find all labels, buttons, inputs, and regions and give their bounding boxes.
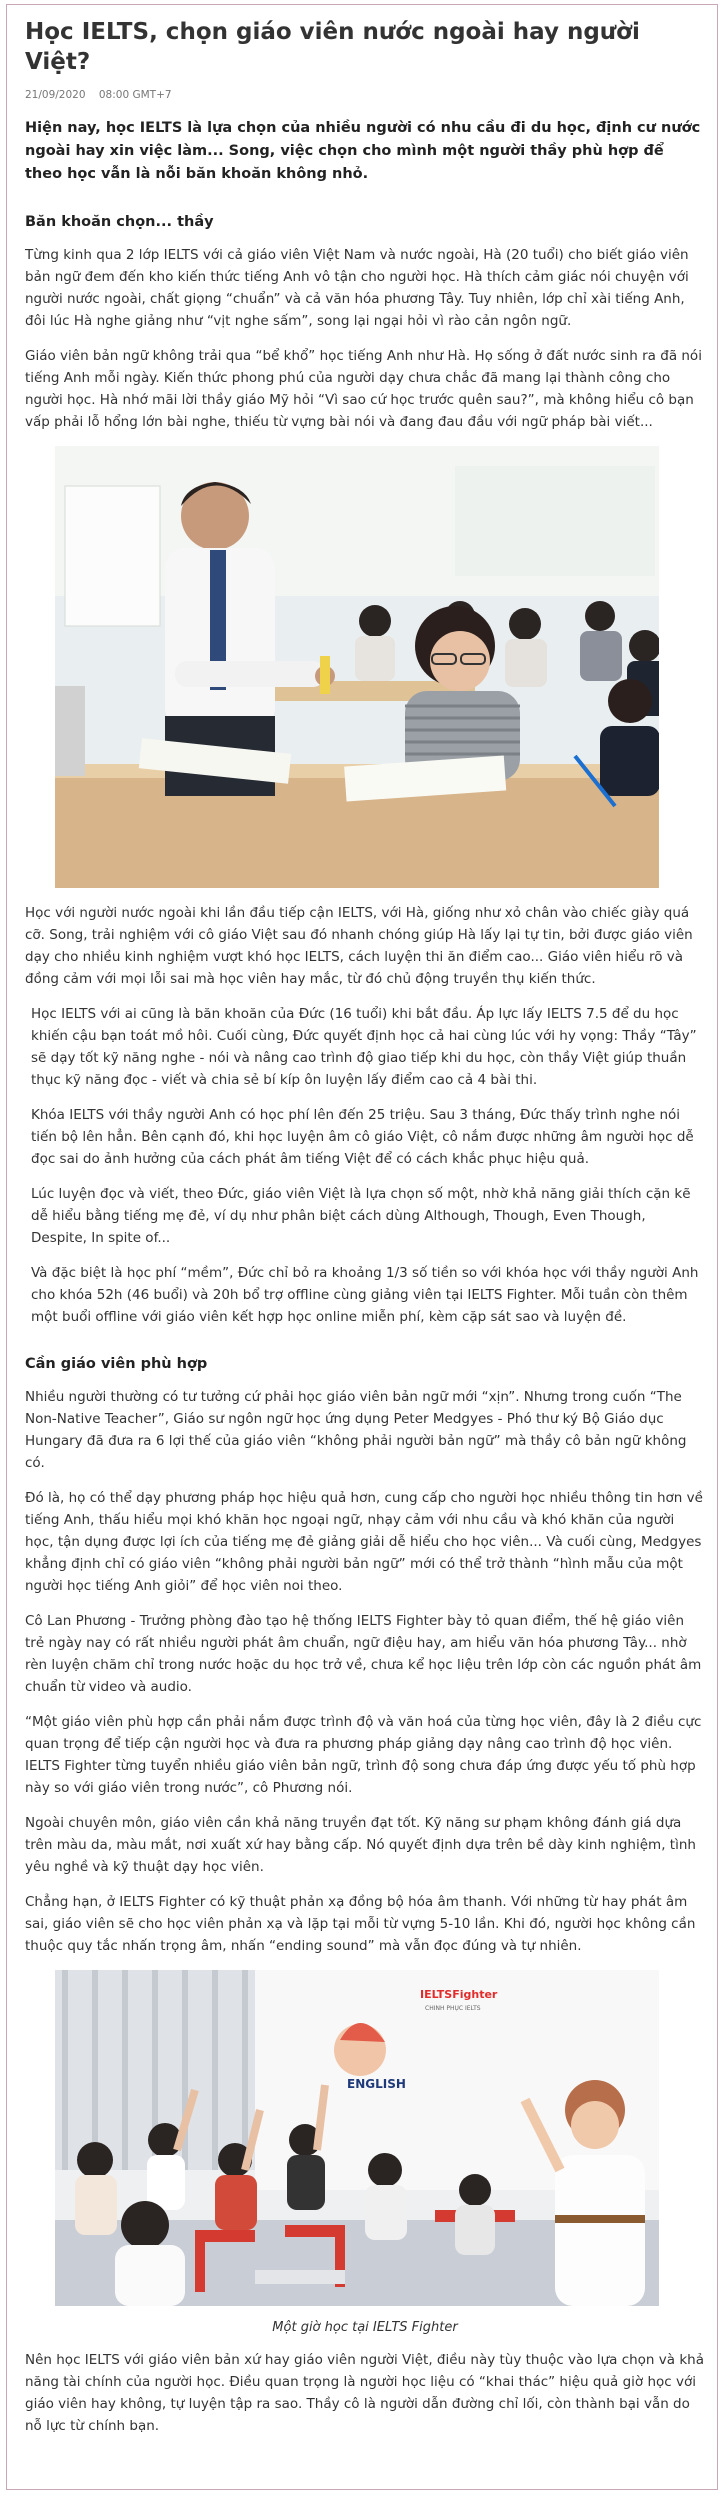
- classroom-photo-1: [55, 446, 659, 888]
- banner-english-text: ENGLISH: [347, 2077, 406, 2091]
- paragraph: Cô Lan Phương - Trưởng phòng đào tạo hệ thống IELTS Fighter bày tỏ quan điểm, thế hệ giáo viên trẻ ngày nay có rất nhiều người phát âm chuẩn, ngữ điệu hay, am hiểu văn hóa phương Tây... nhờ rèn luyện chăm chỉ trong nước hoặc du học trở về, chưa kể học liệu trên lớp còn các nguồn phát âm chuẩn từ video và audio.: [25, 1613, 702, 1695]
- boxed-paragraphs: [25, 1003, 705, 1328]
- article-title: Học IELTS, chọn giáo viên nước ngoài hay người Việt?: [25, 19, 640, 75]
- classroom-photo-2: [55, 1970, 659, 2306]
- photo-caption: Một giờ học tại IELTS Fighter: [272, 2320, 458, 2335]
- section-heading-1: Băn khoăn chọn... thầy: [25, 214, 214, 230]
- paragraph: Nhiều người thường có tư tưởng cứ phải học giáo viên bản ngữ mới “xịn”. Nhưng trong cuốn “The Non-Native Teacher”, Giáo sư ngôn ngữ học ứng dụng Peter Medgyes - Phó thư ký Bộ Giáo dục Hungary đã đưa ra 6 lợi thế của giáo viên “không phải người bản ngữ” mà thầy cô bản ngữ không có.: [25, 1389, 687, 1471]
- paragraph: Và đặc biệt là học phí “mềm”, Đức chỉ bỏ ra khoảng 1/3 số tiền so với khóa học với thầy người Anh cho khóa 52h (46 buổi) và 20h bổ trợ offline cùng giảng viên tại IELTS Fighter. Mỗi tuần còn thêm một buổi offline với giáo viên kết hợp học online miễn phí, kèm cặp sát sao và luyện đề.: [31, 1265, 699, 1325]
- publish-date: 21/09/2020: [25, 89, 86, 101]
- paragraph: Đó là, họ có thể dạy phương pháp học hiệu quả hơn, cung cấp cho người học nhiều thông tin hơn về tiếng Anh, thấu hiểu mọi khó khăn học ngoại ngữ, nhạy cảm với nhu cầu và khó khăn của người học, tận dụng được lợi ích của tiếng mẹ đẻ giảng giải dễ hiểu cho học viên... Và cuối cùng, Medgyes khẳng định chỉ có giáo viên “không phải người bản ngữ” mới có thể trở thành “hình mẫu của một người học tiếng Anh giỏi” để học viên noi theo.: [25, 1490, 703, 1594]
- article-body: [25, 17, 705, 2450]
- publish-time: 08:00 GMT+7: [98, 89, 172, 101]
- section-heading-2: Cần giáo viên phù hợp: [25, 1356, 208, 1372]
- article-frame: [6, 4, 718, 2490]
- paragraph: Nên học IELTS với giáo viên bản xứ hay giáo viên người Việt, điều này tùy thuộc vào lựa chọn và khả năng tài chính của người học. Điều quan trọng là người học liệu có “khai thác” hiệu quả giờ học với giáo viên hay không, tự luyện tập ra sao. Thầy cô là người dẫn đường chỉ lối, còn thành bại vẫn do nỗ lực từ chính bạn.: [25, 2352, 704, 2434]
- paragraph: “Một giáo viên phù hợp cần phải nắm được trình độ và văn hoá của từng học viên, đây là 2 điều cực quan trọng để tiếp cận người học và đưa ra phương pháp giảng dạy nâng cao trình độ học viên. IELTS Fighter từng tuyển nhiều giáo viên bản ngữ, trình độ song chưa đáp ứng được yếu tố phù hợp này so với giáo viên trong nước”, cô Phương nói.: [25, 1714, 702, 1796]
- paragraph: Học IELTS với ai cũng là băn khoăn của Đức (16 tuổi) khi bắt đầu. Áp lực lấy IELTS 7.5 để du học khiến cậu bạn toát mồ hôi. Cuối cùng, Đức quyết định học cả hai cùng lúc với hy vọng: Thầy “Tây” sẽ dạy tốt kỹ năng nghe - nói và nâng cao trình độ giao tiếp khi du học, còn thầy Việt giúp thuần thục kỹ năng đọc - viết và chia sẻ bí kíp ôn luyện lấy điểm cao cả 4 bài thi.: [31, 1006, 697, 1088]
- paragraph: Học với người nước ngoài khi lần đầu tiếp cận IELTS, với Hà, giống như xỏ chân vào chiếc giày quá cỡ. Song, trải nghiệm với cô giáo Việt sau đó nhanh chóng giúp Hà lấy lại tự tin, bởi được giáo viên dạy cho nhiều kinh nghiệm vượt khó học IELTS, cách luyện thi ăn điểm cao... Giáo viên hiểu rõ và đồng cảm với mọi lỗi sai mà học viên hay mắc, từ đó chủ động truyền thụ kiến thức.: [25, 905, 693, 987]
- paragraph: Khóa IELTS với thầy người Anh có học phí lên đến 25 triệu. Sau 3 tháng, Đức thấy trình nghe nói tiến bộ lên hẳn. Bên cạnh đó, khi học luyện âm cô giáo Việt, cô nắm được những âm người học dễ đọc sai do ảnh hưởng của cách phát âm tiếng Việt để có cách khắc phục hiệu quả.: [31, 1107, 694, 1167]
- paragraph: Lúc luyện đọc và viết, theo Đức, giáo viên Việt là lựa chọn số một, nhờ khả năng giải thích cặn kẽ dễ hiểu bằng tiếng mẹ đẻ, ví dụ như phân biệt cách dùng Although, Though, Even Though, Despite, In spite of...: [31, 1186, 691, 1246]
- paragraph: Chẳng hạn, ở IELTS Fighter có kỹ thuật phản xạ đồng bộ hóa âm thanh. Với những từ hay phát âm sai, giáo viên sẽ cho học viên phản xạ và lặp tại mỗi từ vựng 5-10 lần. Khi đó, người học không cần thuộc quy tắc nhấn trọng âm, nhấn “ending sound” mà vẫn đọc đúng và tự nhiên.: [25, 1894, 696, 1954]
- paragraph: Giáo viên bản ngữ không trải qua “bể khổ” học tiếng Anh như Hà. Họ sống ở đất nước sinh ra đã nói tiếng Anh mỗi ngày. Kiến thức phong phú của người dạy chưa chắc đã mang lại thành công cho người học. Hà nhớ mãi lời thầy giáo Mỹ hỏi “Vì sao cứ học trước quên sau?”, mà không hiểu cô bạn vấp phải lỗ hổng lớn bài nghe, thiếu từ vựng bài nói và đang đau đầu với ngữ pháp bài viết...: [25, 348, 702, 430]
- paragraph: Ngoài chuyên môn, giáo viên cần khả năng truyền đạt tốt. Kỹ năng sư phạm không đánh giá dựa trên màu da, màu mắt, nơi xuất xứ hay bằng cấp. Nó quyết định dựa trên bề dày kinh nghiệm, tình yêu nghề và kỹ thuật dạy học viên.: [25, 1815, 696, 1875]
- article-lead: Hiện nay, học IELTS là lựa chọn của nhiều người có nhu cầu đi du học, định cư nước ngoài hay xin việc làm... Song, việc chọn cho mình một người thầy phù hợp để theo học vẫn là nỗi băn khoăn không nhỏ.: [25, 120, 701, 182]
- classroom-photo-illustration: [55, 446, 659, 888]
- banner-brand-text: IELTSFighter: [420, 1988, 498, 2001]
- paragraph: Từng kinh qua 2 lớp IELTS với cả giáo viên Việt Nam và nước ngoài, Hà (20 tuổi) cho biết giáo viên bản ngữ đem đến kho kiến thức tiếng Anh vô tận cho người học. Hà thích cảm giác nói chuyện với người nước ngoài, chất giọng “chuẩn” và cả văn hóa phương Tây. Tuy nhiên, lớp chỉ xài tiếng Anh, đôi lúc Hà nghe giảng như “vịt nghe sấm”, song lại ngại hỏi vì rào cản ngôn ngữ.: [25, 247, 689, 329]
- article-meta: [25, 89, 705, 101]
- banner-sub-text: CHINH PHỤC IELTS: [425, 2005, 481, 2012]
- ielts-fighter-class-illustration: [55, 1970, 659, 2306]
